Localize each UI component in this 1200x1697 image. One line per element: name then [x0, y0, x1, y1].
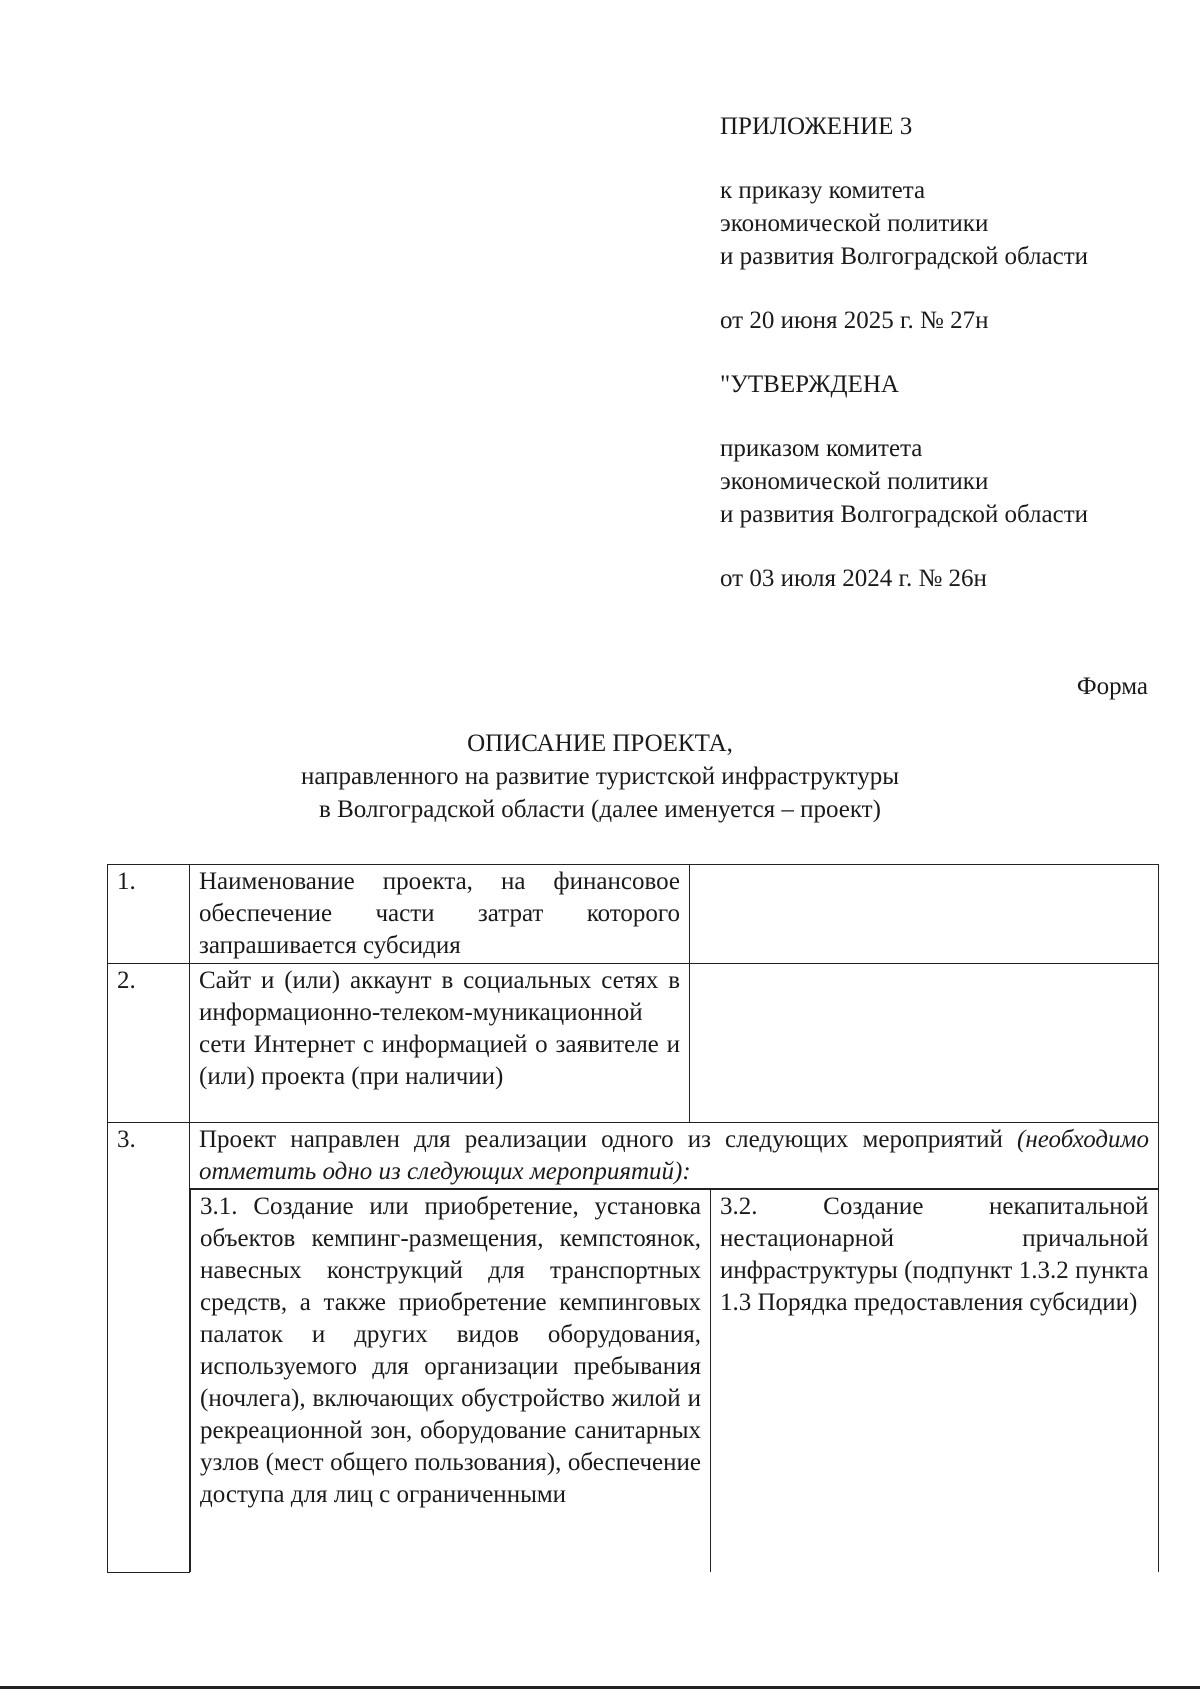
order-line: к приказу комитета [720, 177, 926, 204]
approved-by-line: экономической политики [720, 468, 989, 495]
document-title [0, 727, 1200, 826]
page-bottom-rule [0, 1686, 1200, 1689]
approved-by [720, 432, 1088, 531]
row-number: 1. [108, 865, 190, 964]
option-3-2[interactable]: 3.2. Создание некапитальной нестационарной причальной инфраструктуры (подпункт 1.3.2 пункта 1.3 Порядка предоставления субсидии) [711, 1190, 1159, 1573]
approved-by-line: и развития Волгоградской области [720, 501, 1089, 528]
row-number: 2. [108, 964, 190, 1123]
approved-label: "УТВЕРЖДЕНА [720, 371, 899, 398]
order-line: и развития Волгоградской области [720, 243, 1089, 270]
table-row [108, 865, 1159, 964]
title-line-3: в Волгоградской области (далее именуется – проект) [319, 796, 881, 823]
title-line-2: направленного на развитие туристской инфраструктуры [301, 763, 899, 790]
table-row [108, 1189, 1159, 1573]
appendix-title: ПРИЛОЖЕНИЕ 3 [720, 113, 913, 140]
row-value-field[interactable] [690, 964, 1159, 1123]
form-label: Форма [1076, 673, 1148, 700]
approved-by-line: приказом комитета [720, 435, 923, 462]
order-date: от 20 июня 2025 г. № 27н [720, 307, 989, 334]
row-value-field[interactable] [690, 865, 1159, 964]
appendix-block [720, 110, 1088, 595]
row3-note: (необходимо отметить одно из следующих мероприятий): [199, 1126, 1150, 1185]
approved-date: от 03 июля 2024 г. № 26н [720, 565, 987, 592]
row-label: Сайт и (или) аккаунт в социальных сетях в информационно-телеком-муникационной сети Интернет с информацией о заявителе и (или) проекта (при наличии) [190, 964, 690, 1123]
options-cell [190, 1189, 1159, 1573]
row-number: 3. [108, 1123, 190, 1573]
project-description-table [107, 864, 1159, 1573]
row-label [190, 1123, 1159, 1189]
row-label: Наименование проекта, на финансовое обеспечение части затрат которого запрашивается субсидия [190, 865, 690, 964]
table-row [108, 1123, 1159, 1189]
order-reference [720, 174, 1088, 273]
option-3-1[interactable]: 3.1. Создание или приобретение, установка объектов кемпинг-размещения, кемпстоянок, навесных конструкций для транспортных средств, а также приобретение кемпинговых палаток и других видов оборудования, используемого для организации пребывания (ночлега), включающих обустройство жилой и рекреационной зон, оборудование санитарных узлов (мест общего пользования), обеспечение доступа для лиц с ограниченными [191, 1190, 711, 1573]
order-line: экономической политики [720, 210, 989, 237]
table-row [108, 964, 1159, 1123]
row3-text: Проект направлен для реализации одного из следующих мероприятий [199, 1126, 1003, 1153]
options-table [190, 1189, 1159, 1572]
title-line-1: ОПИСАНИЕ ПРОЕКТА, [467, 730, 733, 757]
